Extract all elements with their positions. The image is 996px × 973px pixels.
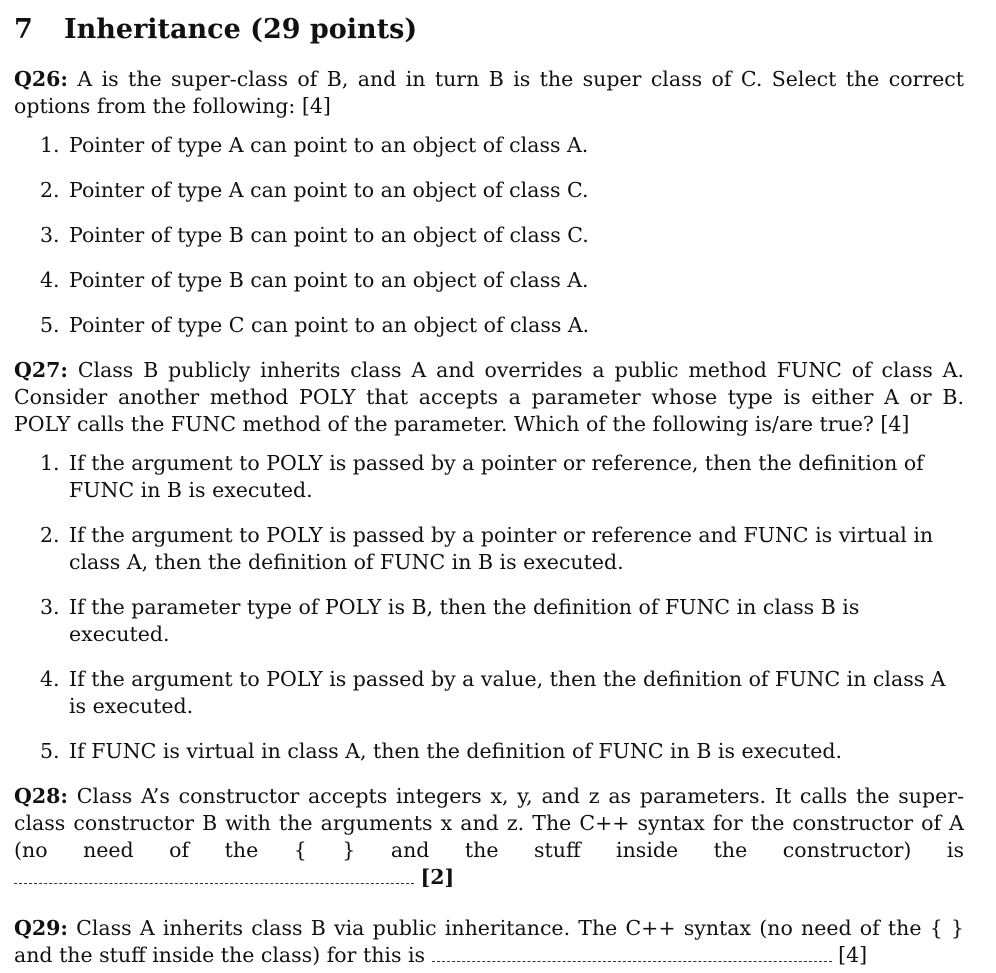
option-text: If the argument to POLY is passed by a pointer or reference and FUNC is virtual in class A, then the definition of FUNC in B is executed.	[69, 523, 934, 574]
option-item[interactable]: 5. Pointer of type C can point to an object of class A.	[40, 313, 590, 337]
option-item[interactable]: 5. If FUNC is virtual in class A, then the definition of FUNC in B is executed.	[40, 739, 843, 763]
option-text: If FUNC is virtual in class A, then the definition of FUNC in B is executed.	[69, 739, 843, 763]
option-text: Pointer of type C can point to an object of class A.	[69, 313, 590, 337]
question-text: Class A inherits class B via public inheritance. The C++ syntax (no need of the { } and the stuff inside the class) for this is	[14, 916, 964, 967]
question-27	[14, 357, 964, 438]
option-item[interactable]: 2. Pointer of type A can point to an object of class C.	[40, 178, 589, 202]
option-item[interactable]: 1. Pointer of type A can point to an object of class A.	[40, 133, 589, 157]
section-title: Inheritance (29 points)	[64, 14, 418, 45]
question-marks: [2]	[420, 865, 455, 889]
answer-blank[interactable]	[432, 945, 832, 962]
question-text: A is the super-class of B, and in turn B is the super class of C. Select the correct options from the following: [4]	[14, 67, 964, 118]
option-item[interactable]: 3. If the parameter type of POLY is B, then the definition of FUNC in class B is executed.	[40, 595, 860, 646]
section-number: 7	[14, 14, 33, 45]
question-29	[14, 915, 964, 969]
section-heading	[14, 10, 964, 50]
answer-blank[interactable]	[14, 867, 414, 884]
question-text: Class B publicly inherits class A and overrides a public method FUNC of class A. Consider another method POLY that accepts a parameter whose type is either A or B. POLY calls the FUNC method of the parameter. Which of the following is/are true? [4]	[14, 358, 964, 436]
option-item[interactable]: 1. If the argument to POLY is passed by a pointer or reference, then the definition of FUNC in B is executed.	[40, 451, 924, 502]
option-text: Pointer of type A can point to an object of class A.	[69, 133, 589, 157]
option-item[interactable]: 2. If the argument to POLY is passed by a pointer or reference and FUNC is virtual in class A, then the definition of FUNC in B is executed.	[40, 523, 934, 574]
q26-options	[14, 132, 964, 339]
q27-options	[14, 450, 964, 765]
option-text: If the argument to POLY is passed by a pointer or reference, then the definition of FUNC in B is executed.	[69, 451, 924, 502]
exam-page	[14, 10, 964, 973]
option-text: If the parameter type of POLY is B, then the definition of FUNC in class B is executed.	[69, 595, 860, 646]
question-26	[14, 66, 964, 120]
option-text: Pointer of type B can point to an object of class C.	[69, 223, 589, 247]
option-item[interactable]: 4. If the argument to POLY is passed by a value, then the definition of FUNC in class A is executed.	[40, 667, 946, 718]
question-marks: [4]	[838, 943, 868, 967]
question-label: Q29:	[14, 916, 68, 940]
question-text: Class A’s constructor accepts integers x, y, and z as parameters. It calls the super-class constructor B with the arguments x and z. The C++ syntax for the constructor of A (no need of the { } and the stuff inside the constructor) is	[14, 784, 964, 862]
question-28	[14, 783, 964, 891]
question-label: Q28:	[14, 784, 68, 808]
option-item[interactable]: 4. Pointer of type B can point to an object of class A.	[40, 268, 589, 292]
option-item[interactable]: 3. Pointer of type B can point to an object of class C.	[40, 223, 589, 247]
question-label: Q26:	[14, 67, 68, 91]
option-text: Pointer of type B can point to an object of class A.	[69, 268, 589, 292]
question-label: Q27:	[14, 358, 68, 382]
option-text: Pointer of type A can point to an object of class C.	[69, 178, 589, 202]
option-text: If the argument to POLY is passed by a value, then the definition of FUNC in class A is executed.	[69, 667, 946, 718]
